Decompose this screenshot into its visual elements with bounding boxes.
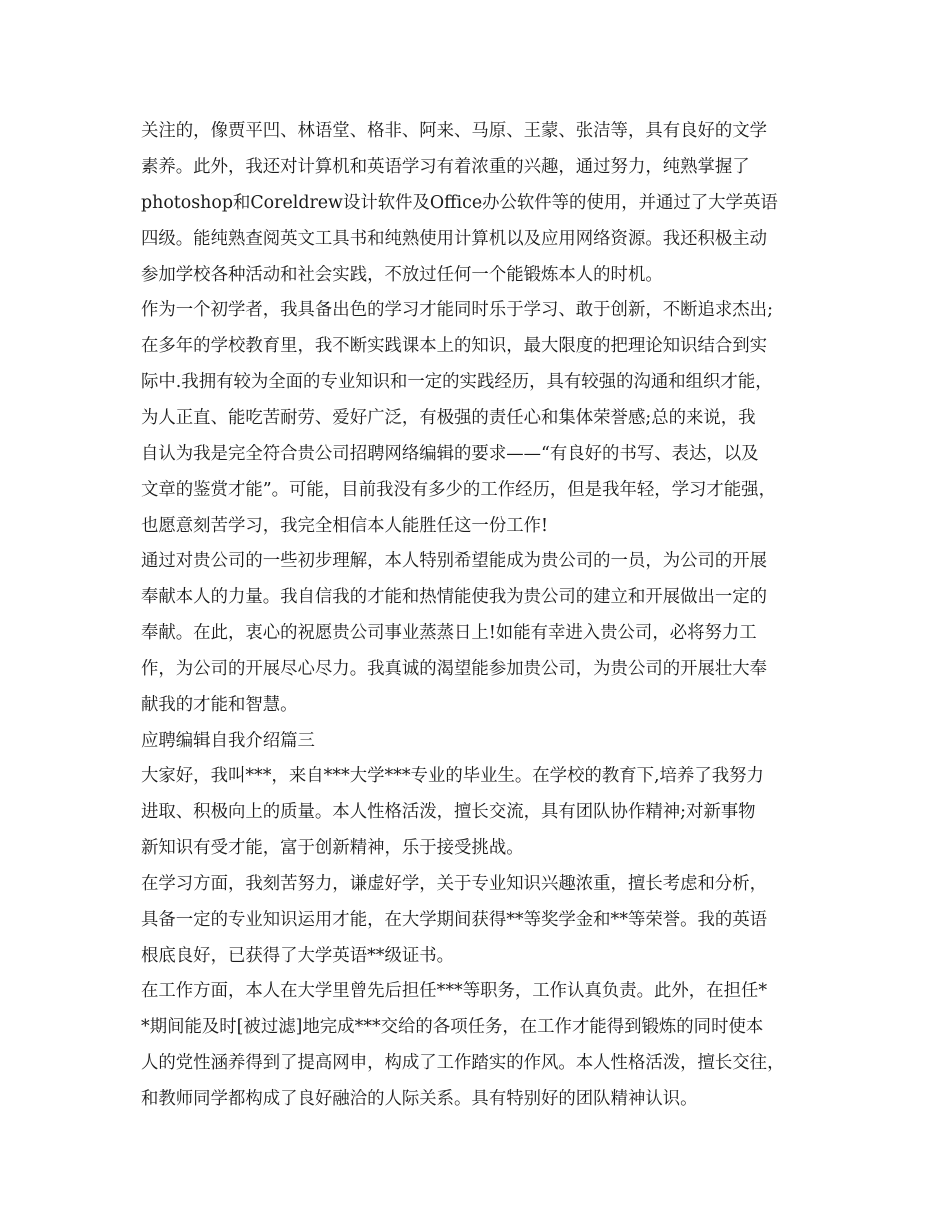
paragraph-line: 通过对贵公司的一些初步理解，本人特别希望能成为贵公司的一员，为公司的开展 xyxy=(141,551,768,571)
paragraph-line: 也愿意刻苦学习，我完全相信本人能胜任这一份工作! xyxy=(141,516,548,536)
paragraph-line: 为人正直、能吃苦耐劳、爱好广泛，有极强的责任心和集体荣誉感;总的来说，我 xyxy=(141,408,756,428)
paragraph-line: 和教师同学都构成了良好融洽的人际关系。具有特别好的团队精神认识。 xyxy=(141,1089,698,1109)
paragraph-line: 在学习方面，我刻苦努力，谦虚好学，关于专业知识兴趣浓重，擅长考虑和分析， xyxy=(141,874,768,894)
paragraph-line: 素养。此外，我还对计算机和英语学习有着浓重的兴趣，通过努力，纯熟掌握了 xyxy=(141,157,750,177)
paragraph-line: 新知识有受才能，富于创新精神，乐于接受挑战。 xyxy=(141,838,524,858)
paragraph-line: 人的党性涵养得到了提高网申，构成了工作踏实的作风。本人性格活泼，擅长交往， xyxy=(141,1053,785,1073)
paragraph-line: 关注的，像贾平凹、林语堂、格非、阿来、马原、王蒙、张洁等，具有良好的文学 xyxy=(141,121,768,141)
paragraph-line: 在多年的学校教育里，我不断实践课本上的知识，最大限度的把理论知识结合到实 xyxy=(141,336,768,356)
paragraph-line: 参加学校各种活动和社会实践，不放过任何一个能锻炼本人的时机。 xyxy=(141,265,663,285)
paragraph-line: 际中.我拥有较为全面的专业知识和一定的实践经历，具有较强的沟通和组织才能， xyxy=(141,372,773,392)
section-heading: 应聘编辑自我介绍篇三 xyxy=(141,731,315,751)
paragraph-line: 作，为公司的开展尽心尽力。我真诚的渴望能参加贵公司，为贵公司的开展壮大奉 xyxy=(141,659,768,679)
paragraph-line: 奉献。在此，衷心的祝愿贵公司事业蒸蒸日上!如能有幸进入贵公司，必将努力工 xyxy=(141,623,757,643)
paragraph-line: 进取、积极向上的质量。本人性格活泼，擅长交流，具有团队协作精神;对新事物 xyxy=(141,802,756,822)
paragraph-line: 大家好，我叫***，来自***大学***专业的毕业生。在学校的教育下,培养了我努力 xyxy=(141,766,764,786)
paragraph-line: 作为一个初学者，我具备出色的学习才能同时乐于学习、敢于创新，不断追求杰出; xyxy=(141,300,773,320)
paragraph-line: 在工作方面，本人在大学里曾先后担任***等职务，工作认真负责。此外，在担任* xyxy=(141,981,768,1001)
paragraph-line: 文章的鉴赏才能”。可能，目前我没有多少的工作经历，但是我年轻，学习才能强， xyxy=(141,480,776,500)
paragraph-line: 献我的才能和智慧。 xyxy=(141,695,298,715)
paragraph-line: 具备一定的专业知识运用才能，在大学期间获得**等奖学金和**等荣誉。我的英语 xyxy=(141,910,768,930)
paragraph-line: 根底良好，已获得了大学英语**级证书。 xyxy=(141,946,455,966)
paragraph-line: 自认为我是完全符合贵公司招聘网络编辑的要求——“有良好的书写、表达，以及 xyxy=(141,444,759,464)
paragraph-line: *期间能及时[被过滤]地完成***交给的各项任务，在工作才能得到锻炼的同时使本 xyxy=(141,1017,764,1037)
paragraph-line: photoshop和Coreldrew设计软件及Office办公软件等的使用，并通过了大学英语 xyxy=(141,193,778,213)
paragraph-line: 奉献本人的力量。我自信我的才能和热情能使我为贵公司的建立和开展做出一定的 xyxy=(141,587,768,607)
paragraph-line: 四级。能纯熟查阅英文工具书和纯熟使用计算机以及应用网络资源。我还积极主动 xyxy=(141,229,768,249)
